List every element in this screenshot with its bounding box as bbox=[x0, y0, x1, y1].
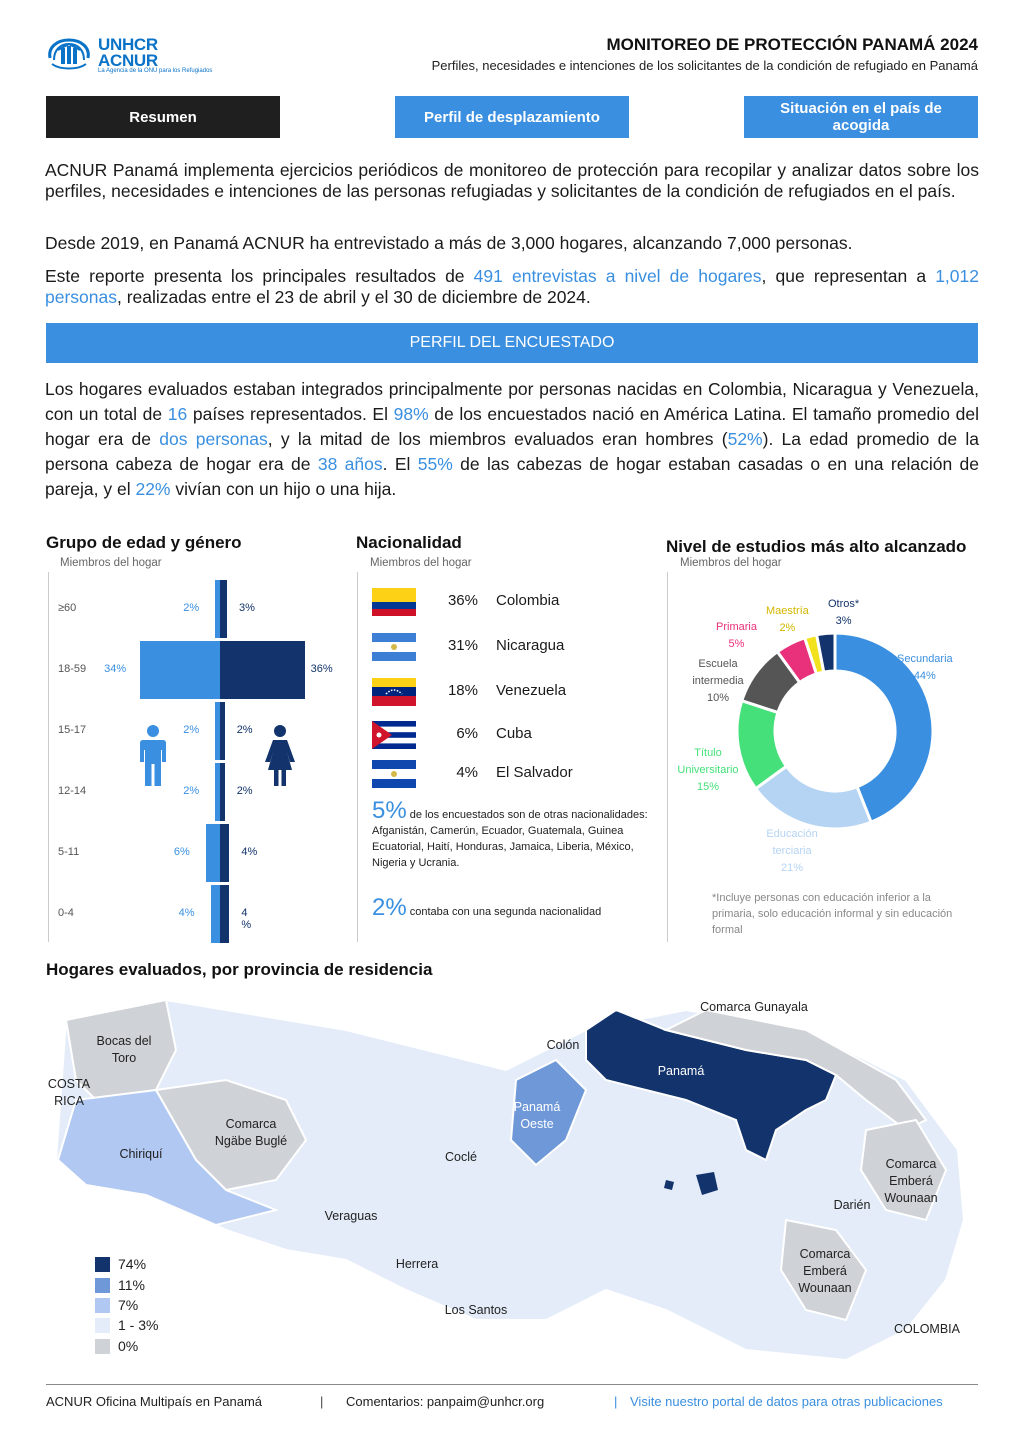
profile-text-1: Los hogares evaluados estaban integrados principalmente por personas nacidas en Colombia, Nicaragua y Venezuela, con un total de bbox=[45, 379, 979, 424]
label-intermedia-name: Escuela intermedia bbox=[692, 658, 744, 687]
label-terciaria-name: Educación terciaria bbox=[766, 828, 818, 857]
label-secundaria-name: Secundaria bbox=[897, 653, 953, 665]
label-otros-name: Otros* bbox=[828, 598, 860, 610]
intro-paragraph-1: ACNUR Panamá implementa ejercicios periódicos de monitoreo de protección para recopilar y analizar datos sobre los perfiles, necesidades e intenciones de las personas refugiadas y solicitantes de la condición de refugiados en el país. bbox=[45, 160, 979, 201]
footer-portal-link[interactable]: Visite nuestro portal de datos para otras publicaciones bbox=[630, 1394, 943, 1409]
age-group-label: 5-11 bbox=[58, 846, 80, 858]
other-nationalities-pct: 5% bbox=[372, 797, 407, 824]
women-bar bbox=[220, 702, 225, 760]
age-gender-subtitle: Miembros del hogar bbox=[60, 557, 162, 569]
venezuela-flag-icon bbox=[372, 678, 416, 706]
tab-summary[interactable]: Resumen bbox=[46, 96, 280, 138]
men-pct-label: 34% bbox=[104, 663, 127, 675]
label-terciaria-pct: 21% bbox=[780, 862, 804, 874]
label-intermedia bbox=[680, 656, 756, 707]
nationality-axis-line bbox=[357, 572, 358, 942]
women-pct-label: 36% bbox=[310, 663, 333, 675]
label-secundaria-pct: 44% bbox=[913, 670, 936, 682]
tab-host-country[interactable] bbox=[744, 96, 978, 138]
label-primaria-name: Primaria bbox=[716, 621, 757, 633]
men-bar bbox=[140, 641, 220, 699]
woman-icon bbox=[262, 724, 298, 788]
map-label-panama-oeste: Panamá Oeste bbox=[513, 1100, 561, 1131]
nicaragua-flag-icon bbox=[372, 633, 416, 661]
map-label-bocas: Bocas del Toro bbox=[96, 1034, 152, 1065]
label-otros bbox=[828, 596, 859, 630]
colombia-flag-icon bbox=[372, 588, 416, 616]
men-pct-label: 2% bbox=[183, 602, 200, 614]
label-primaria bbox=[716, 619, 757, 653]
education-footnote: *Incluye personas con educación inferior a la primaria, solo educación informal y sin educación formal bbox=[712, 892, 953, 936]
education-subtitle: Miembros del hogar bbox=[680, 557, 782, 569]
footer-separator: | bbox=[614, 1394, 618, 1409]
map-label-colombia: COLOMBIA bbox=[894, 1322, 960, 1336]
nationality-name: Nicaragua bbox=[496, 637, 565, 654]
women-pct-label: 3% bbox=[239, 602, 255, 614]
legend-swatch bbox=[95, 1318, 110, 1333]
map-label-los-santos: Los Santos bbox=[444, 1303, 508, 1317]
profile-value-men: 52% bbox=[727, 429, 763, 449]
profile-value-married: 55% bbox=[417, 454, 453, 474]
age-gender-title: Grupo de edad y género bbox=[46, 533, 242, 552]
unhcr-logo-icon bbox=[44, 34, 94, 74]
label-maestria-pct: 2% bbox=[779, 622, 796, 634]
logo-text-unhcr: UNHCR bbox=[98, 35, 158, 54]
profile-paragraph bbox=[45, 377, 979, 502]
profile-text-3: de los encuestados nació en América Latina. El tamaño promedio del hogar era de bbox=[45, 404, 980, 449]
map-label-panama: Panamá bbox=[657, 1064, 705, 1078]
intro-p3-a: Este reporte presenta los principales resultados de bbox=[45, 266, 474, 286]
profile-text-4: , y la mitad de los miembros evaluados eran hombres ( bbox=[267, 429, 728, 449]
nationality-subtitle: Miembros del hogar bbox=[370, 557, 472, 569]
intro-p3-c: , que representan a bbox=[761, 266, 936, 286]
map-label-embera-north: Comarca Emberá Wounaan bbox=[884, 1157, 938, 1205]
profile-value-age: 38 años bbox=[317, 454, 383, 474]
women-bar bbox=[220, 580, 227, 638]
profile-value-household-size: dos personas bbox=[159, 429, 268, 449]
label-primaria-pct: 5% bbox=[728, 638, 745, 650]
age-axis-line bbox=[48, 572, 49, 942]
women-pct-label: 4% bbox=[241, 846, 258, 858]
nationality-name: Venezuela bbox=[496, 682, 567, 699]
map-label-darien: Darién bbox=[833, 1198, 871, 1212]
profile-value-child: 22% bbox=[135, 479, 171, 499]
age-group-label: ≥60 bbox=[58, 602, 77, 614]
footer-separator: | bbox=[320, 1394, 324, 1409]
map-label-embera-south: Comarca Emberá Wounaan bbox=[798, 1247, 852, 1295]
intro-paragraph-3 bbox=[45, 266, 979, 307]
label-universitario bbox=[668, 745, 748, 796]
page-title: MONITOREO DE PROTECCIÓN PANAMÁ 2024 bbox=[606, 35, 978, 54]
other-nationalities-text: de los encuestados son de otras nacionalidades: Afganistán, Camerún, Ecuador, Guatemala, Guinea Ecuatorial, Haití, Honduras, Jamaica, Liberia, México, Nigeria y Ucrania. bbox=[372, 809, 648, 869]
label-universitario-pct: 15% bbox=[696, 781, 720, 793]
label-intermedia-pct: 10% bbox=[706, 692, 730, 704]
map-label-veraguas: Veraguas bbox=[324, 1209, 378, 1223]
nationality-title: Nacionalidad bbox=[356, 533, 462, 552]
profile-value-countries: 16 bbox=[167, 404, 188, 424]
second-nationality-pct: 2% bbox=[372, 894, 407, 921]
map-label-cocle: Coclé bbox=[445, 1150, 477, 1164]
women-bar bbox=[220, 763, 225, 821]
label-maestria bbox=[766, 603, 809, 637]
footer-contact[interactable]: Comentarios: panpaim@unhcr.org bbox=[346, 1394, 545, 1409]
map-label-chiriqui: Chiriquí bbox=[119, 1147, 163, 1161]
nationality-name: Colombia bbox=[496, 592, 560, 609]
nationality-pct: 6% bbox=[456, 725, 478, 742]
nationality-pct: 4% bbox=[456, 764, 478, 781]
women-pct-label: 4 % bbox=[241, 907, 252, 931]
label-otros-pct: 3% bbox=[835, 615, 852, 627]
men-pct-label: 2% bbox=[183, 724, 200, 736]
second-nationality-text: contaba con una segunda nacionalidad bbox=[409, 906, 602, 918]
cuba-flag-icon bbox=[372, 721, 416, 749]
intro-paragraph-2: Desde 2019, en Panamá ACNUR ha entrevistado a más de 3,000 hogares, alcanzando 7,000 personas. bbox=[45, 233, 853, 253]
logo-tagline: La Agencia de la ONU para los Refugiados bbox=[98, 68, 213, 74]
intro-p3-e: , realizadas entre el 23 de abril y el 30 de diciembre de 2024. bbox=[117, 286, 591, 307]
el-salvador-flag-icon bbox=[372, 760, 416, 788]
man-icon bbox=[135, 724, 171, 788]
persons-highlight: 1,012 personas bbox=[45, 266, 979, 307]
profile-text-5: ). La edad promedio de la persona cabeza de hogar era de bbox=[45, 429, 979, 474]
profile-text-6: . El bbox=[382, 454, 418, 474]
legend-label: 1 - 3% bbox=[118, 1317, 159, 1333]
map-label-colon: Colón bbox=[546, 1038, 580, 1052]
nationality-pct: 18% bbox=[447, 682, 478, 699]
label-terciaria bbox=[756, 826, 828, 877]
men-bar bbox=[206, 824, 220, 882]
legend-swatch bbox=[95, 1257, 110, 1272]
label-secundaria bbox=[897, 651, 953, 685]
women-bar bbox=[220, 885, 229, 943]
section-banner: PERFIL DEL ENCUESTADO bbox=[46, 323, 978, 363]
legend-swatch bbox=[95, 1298, 110, 1313]
map-label-ngabe: Comarca Ngäbe Buglé bbox=[214, 1117, 288, 1148]
men-bar bbox=[211, 885, 220, 943]
map-label-herrera: Herrera bbox=[395, 1257, 439, 1271]
tab-displacement-profile[interactable]: Perfil de desplazamiento bbox=[395, 96, 629, 138]
nationality-name: El Salvador bbox=[496, 764, 573, 781]
age-group-label: 18-59 bbox=[58, 663, 87, 675]
profile-text-7: de las cabezas de hogar estaban casadas o en una relación de pareja, y el bbox=[45, 454, 980, 499]
map-title: Hogares evaluados, por provincia de residencia bbox=[46, 960, 433, 979]
second-nationality-note bbox=[372, 894, 654, 921]
label-universitario-name: Título Universitario bbox=[677, 747, 739, 776]
profile-text-8: vivían con un hijo o una hija. bbox=[170, 479, 397, 499]
education-title: Nivel de estudios más alto alcanzado bbox=[666, 537, 967, 556]
logo-text-acnur: ACNUR bbox=[98, 51, 158, 70]
interviews-highlight: 491 entrevistas a nivel de hogares bbox=[473, 266, 762, 286]
women-pct-label: 2% bbox=[236, 724, 253, 736]
other-nationalities-note bbox=[372, 797, 654, 871]
legend-label: 11% bbox=[118, 1277, 145, 1293]
legend-swatch bbox=[95, 1278, 110, 1293]
map-label-costa-rica: COSTA RICA bbox=[47, 1077, 91, 1108]
age-group-label: 12-14 bbox=[58, 785, 87, 797]
nationality-pct: 36% bbox=[447, 592, 478, 609]
women-pct-label: 2% bbox=[236, 785, 253, 797]
legend-label: 74% bbox=[118, 1256, 147, 1272]
men-pct-label: 6% bbox=[173, 846, 190, 858]
women-bar bbox=[220, 824, 229, 882]
legend-label: 7% bbox=[118, 1297, 139, 1313]
footer-office: ACNUR Oficina Multipaís en Panamá bbox=[46, 1394, 263, 1409]
legend-label: 0% bbox=[118, 1338, 139, 1354]
men-pct-label: 2% bbox=[183, 785, 200, 797]
women-bar bbox=[220, 641, 305, 699]
men-pct-label: 4% bbox=[178, 907, 195, 919]
footer-divider bbox=[46, 1384, 978, 1385]
profile-text-2: países representados. El bbox=[187, 404, 394, 424]
legend-swatch bbox=[95, 1339, 110, 1354]
age-group-label: 0-4 bbox=[58, 907, 74, 919]
page-subtitle: Perfiles, necesidades e intenciones de los solicitantes de la condición de refugiado en Panamá bbox=[431, 58, 978, 73]
map-label-gunayala: Comarca Gunayala bbox=[700, 1000, 808, 1014]
nationality-name: Cuba bbox=[496, 725, 532, 742]
nationality-pct: 31% bbox=[447, 637, 478, 654]
tab-host-country-label: Situación en el país de acogida bbox=[780, 100, 942, 134]
age-group-label: 15-17 bbox=[58, 724, 87, 736]
profile-value-latam: 98% bbox=[393, 404, 429, 424]
label-maestria-name: Maestría bbox=[766, 605, 809, 617]
